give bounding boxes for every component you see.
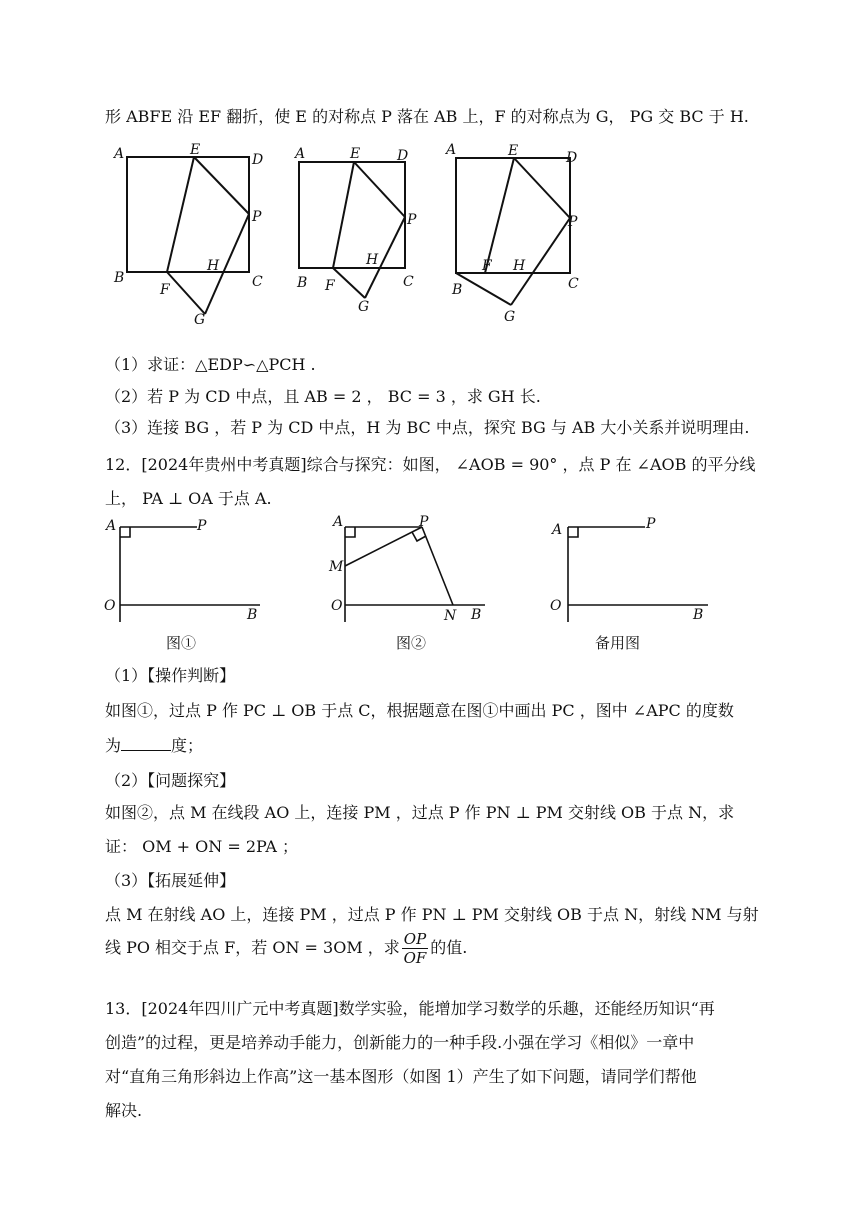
- q12-s1-line-2: [105, 733, 203, 756]
- label-D: D: [252, 152, 264, 168]
- label-F: F: [160, 282, 170, 298]
- q11-figure-1: [110, 142, 270, 352]
- q13-line-3: 对“直角三角形斜边上作高”这一基本图形（如图 1）产生了如下问题，请同学们帮他: [105, 1067, 697, 1086]
- label-A: A: [333, 514, 344, 530]
- q11-figure-2: [285, 142, 425, 322]
- label-P: P: [419, 514, 429, 530]
- label-C: C: [568, 276, 579, 292]
- label-E: E: [190, 142, 201, 158]
- q12-figure-1: [100, 510, 270, 625]
- q12-s3-pre: 线 PO 相交于点 F，若 ON = 3OM ，求: [105, 938, 400, 957]
- label-F: F: [325, 278, 335, 294]
- label-G: G: [194, 312, 206, 328]
- label-B: B: [114, 270, 125, 286]
- label-A: A: [446, 142, 457, 158]
- label-P: P: [568, 214, 578, 230]
- q12-s3-line-2: [105, 930, 467, 967]
- label-H: H: [366, 252, 379, 268]
- q12-figure-2: [325, 510, 495, 625]
- label-B: B: [297, 275, 308, 291]
- label-H: H: [207, 258, 220, 274]
- fraction-op-of: [402, 930, 428, 967]
- label-E: E: [508, 143, 519, 159]
- q12-s1-line-1: 如图①，过点 P 作 PC ⊥ OB 于点 C，根据题意在图①中画出 PC ，图中 ∠APC 的度数: [105, 701, 734, 720]
- q11-part-3: （3）连接 BG ，若 P 为 CD 中点，H 为 BC 中点，探究 BG 与 AB 大小关系并说明理由.: [105, 418, 750, 437]
- label-B: B: [247, 607, 258, 623]
- label-A: A: [114, 146, 125, 162]
- caption-spare: 备用图: [595, 634, 641, 652]
- label-B: B: [452, 282, 463, 298]
- intro-text: 形 ABFE 沿 EF 翻折，使 E 的对称点 P 落在 AB 上，F 的对称点为 G， PG 交 BC 于 H.: [105, 107, 749, 126]
- q13-line-1: 13．[2024年四川广元中考真题]数学实验，能增加学习数学的乐趣，还能经历知识“再: [105, 999, 715, 1018]
- label-P: P: [646, 516, 656, 532]
- answer-blank[interactable]: [121, 738, 171, 751]
- label-M: M: [329, 559, 344, 575]
- label-D: D: [397, 148, 409, 164]
- q12-s2-line-1: 如图②，点 M 在线段 AO 上，连接 PM ，过点 P 作 PN ⊥ PM 交射线 OB 于点 N，求: [105, 803, 735, 822]
- q13-line-4: 解决.: [105, 1101, 143, 1120]
- label-D: D: [566, 150, 578, 166]
- label-A: A: [552, 522, 563, 538]
- label-O: O: [331, 598, 343, 614]
- q12-s1-post: 度；: [171, 736, 204, 755]
- label-F: F: [482, 258, 492, 274]
- label-E: E: [350, 146, 361, 162]
- label-B: B: [471, 607, 482, 623]
- label-B: B: [693, 607, 704, 623]
- label-G: G: [504, 309, 516, 325]
- q12-s2-line-2: 证： OM + ON = 2PA ；: [105, 837, 298, 856]
- label-N: N: [444, 608, 457, 624]
- label-O: O: [550, 598, 562, 614]
- q12-s1-title: （1）【操作判断】: [105, 666, 236, 685]
- label-P: P: [407, 212, 417, 228]
- q11-figure-3: [440, 140, 590, 325]
- q12-s3-post: 的值.: [430, 938, 468, 957]
- fraction-numerator: OP: [403, 930, 427, 948]
- q12-s2-title: （2）【问题探究】: [105, 771, 236, 790]
- caption-fig-2: 图②: [396, 634, 427, 652]
- q12-s3-title: （3）【拓展延伸】: [105, 871, 236, 890]
- label-C: C: [252, 274, 263, 290]
- q12-figure-spare: [548, 510, 718, 625]
- label-A: A: [295, 146, 306, 162]
- q13-line-2: 创造”的过程，更是培养动手能力，创新能力的一种手段.小强在学习《相似》一章中: [105, 1033, 695, 1052]
- caption-fig-1: 图①: [166, 634, 197, 652]
- label-H: H: [513, 258, 526, 274]
- label-O: O: [104, 598, 116, 614]
- label-G: G: [358, 299, 370, 315]
- label-P: P: [252, 209, 262, 225]
- q11-part-1: （1）求证：△EDP∽△PCH .: [105, 355, 316, 374]
- q12-title-line-2: 上， PA ⊥ OA 于点 A.: [105, 489, 272, 508]
- q12-s1-pre: 为: [105, 736, 122, 755]
- q11-part-2: （2）若 P 为 CD 中点，且 AB = 2 ， BC = 3 ，求 GH 长.: [105, 387, 541, 406]
- q12-title-line-1: 12．[2024年贵州中考真题]综合与探究：如图， ∠AOB = 90° ，点 P 在 ∠AOB 的平分线: [105, 455, 756, 474]
- label-A: A: [106, 518, 117, 534]
- label-C: C: [403, 274, 414, 290]
- q12-s3-line-1: 点 M 在射线 AO 上，连接 PM ，过点 P 作 PN ⊥ PM 交射线 OB 于点 N，射线 NM 与射: [105, 905, 759, 924]
- fraction-denominator: OF: [403, 949, 427, 967]
- label-P: P: [197, 518, 207, 534]
